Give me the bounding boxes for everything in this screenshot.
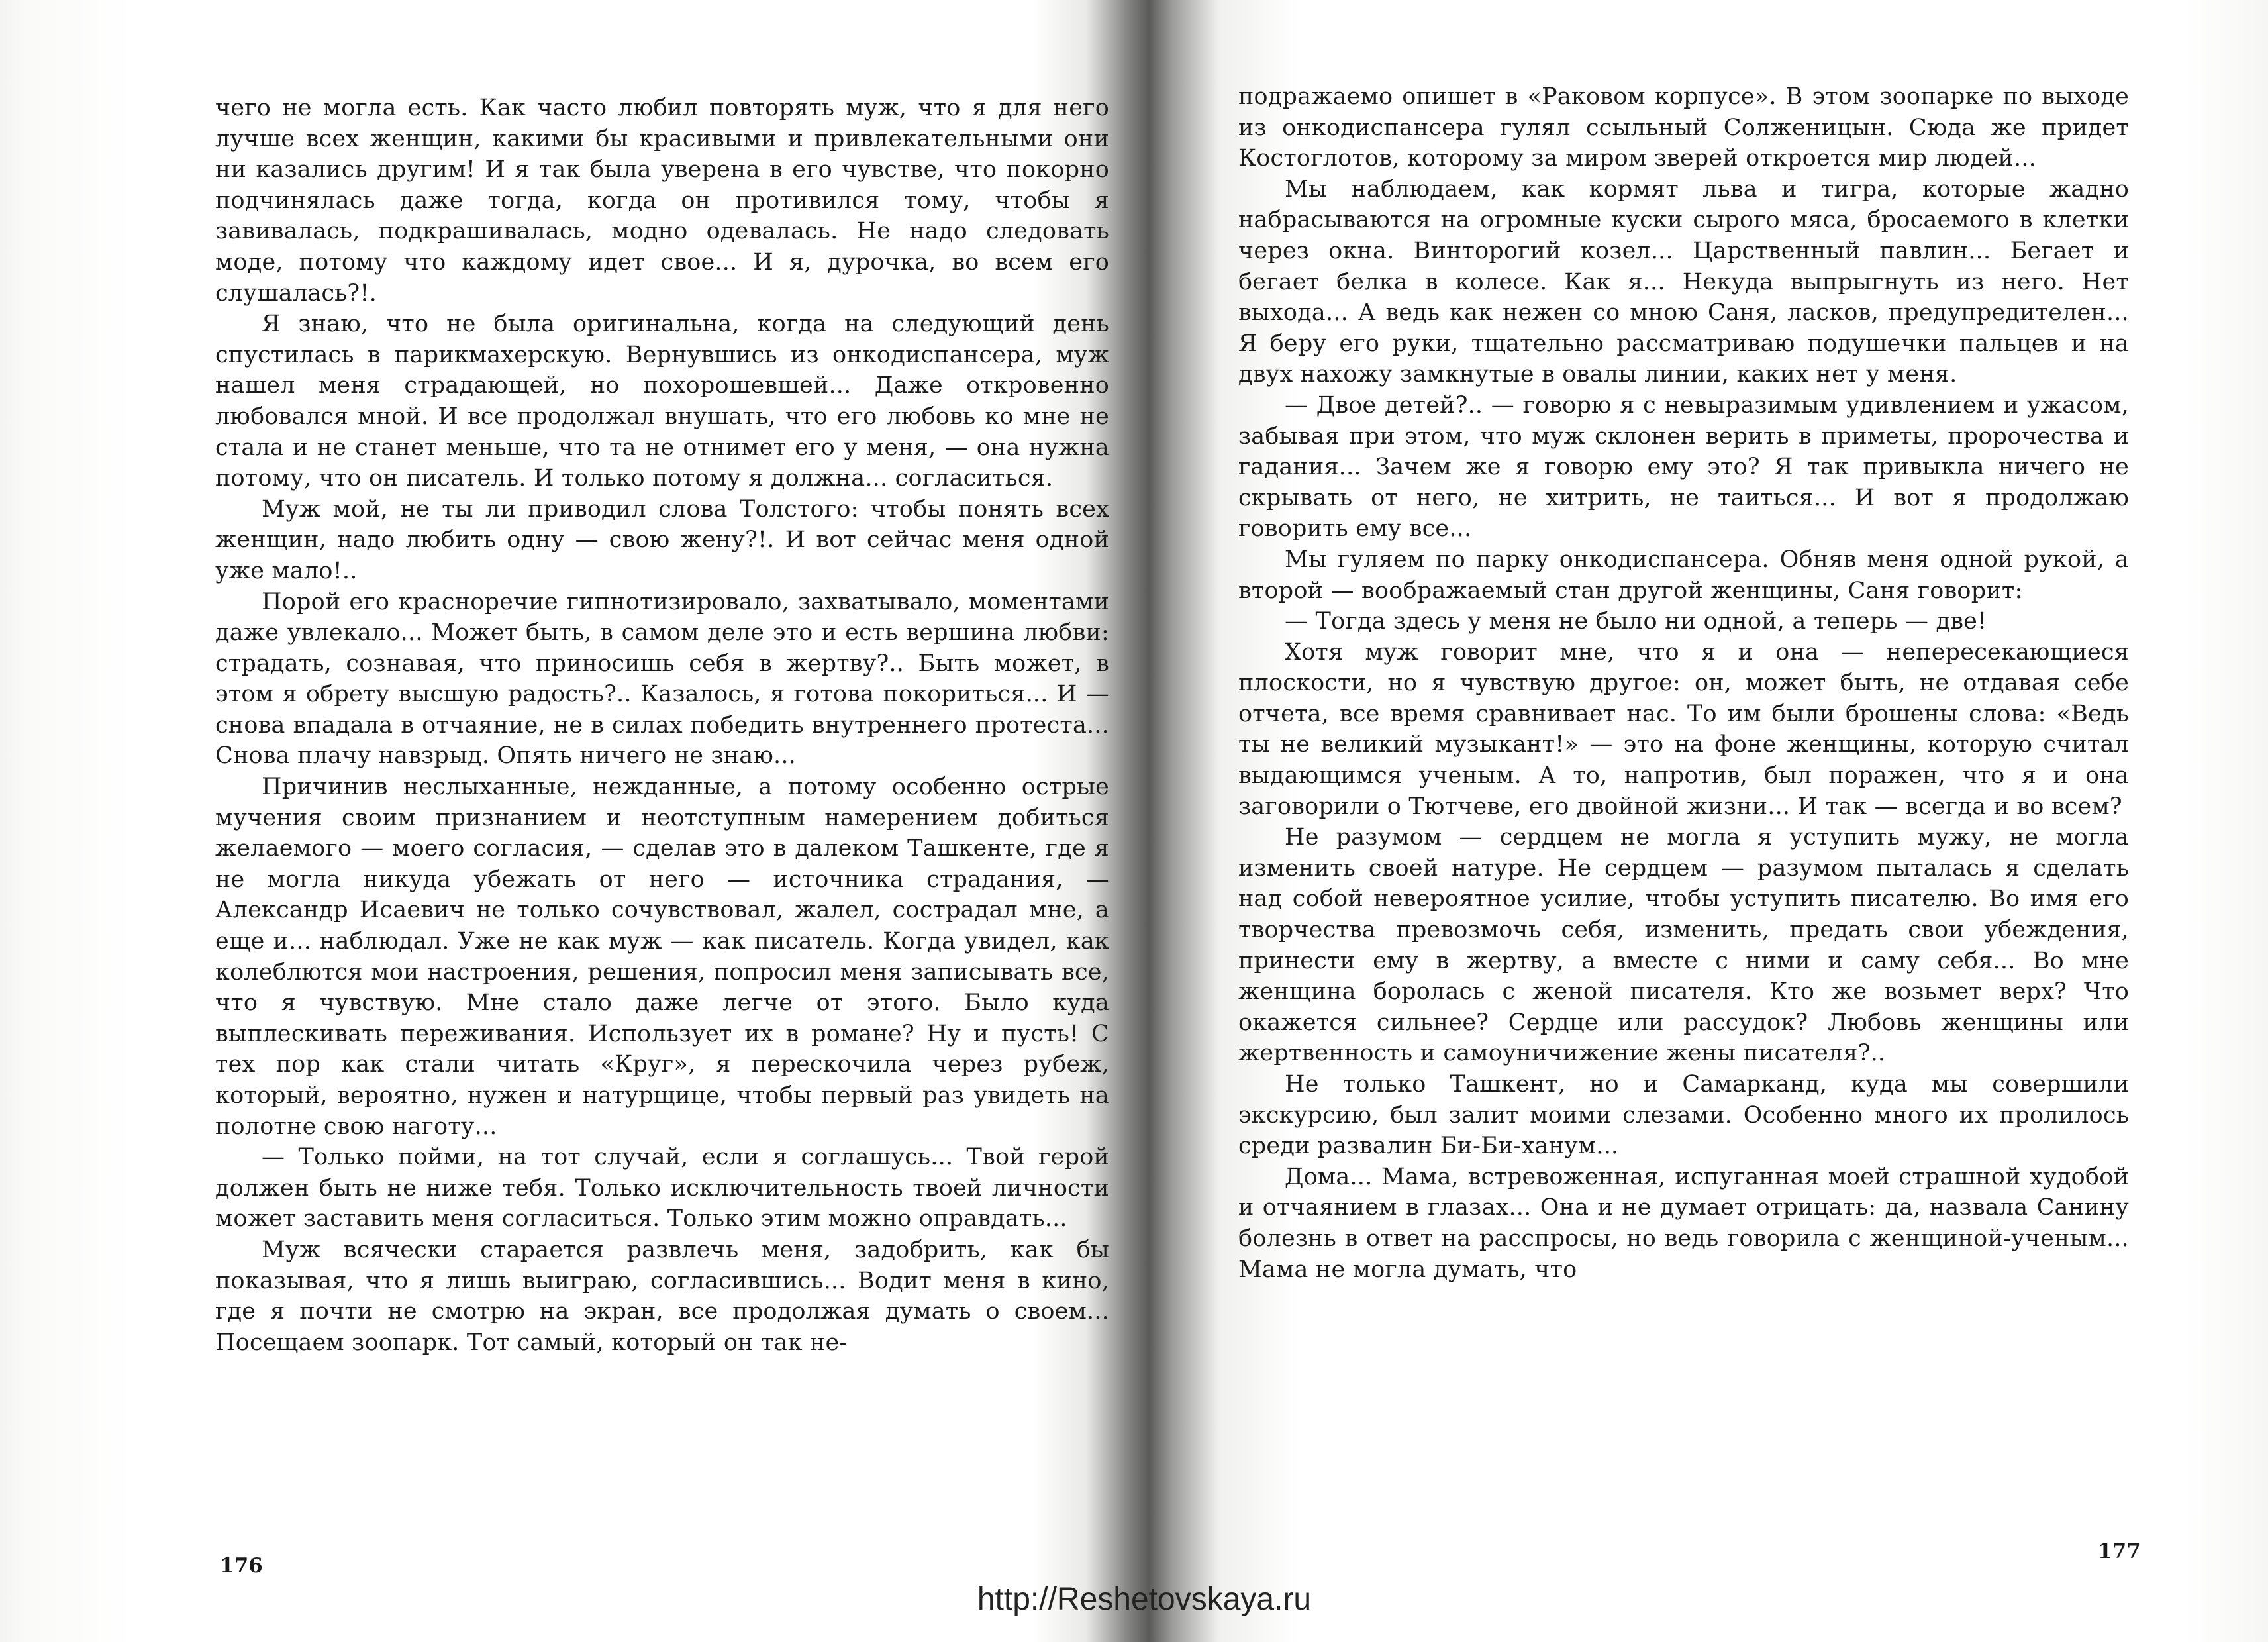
paragraph: — Только пойми, на тот случай, если я соглашусь... Твой герой должен быть не ниже тебя. Только исключительность твоей личности может заставить меня согласиться. Только этим можно оправдать... xyxy=(215,1144,1109,1233)
page-number-left: 176 xyxy=(220,1554,263,1578)
paragraph: Дома... Мама, встревоженная, испуганная моей страшной худобой и отчаянием в глазах... Она и не думает отрицать: да, назвала Санину болезнь в ответ на расспросы, но ведь говорила с женщиной-ученым... Мама не могла думать, что xyxy=(1238,1163,2129,1283)
page-number-right: 177 xyxy=(2098,1539,2141,1563)
right-page-text xyxy=(1238,81,2129,1285)
paragraph: чего не могла есть. Как часто любил повторять муж, что я для него лучше всех женщин, какими бы красивыми и привлекательными они ни казались другим! И я так была уверена в его чувстве, что покорно подчинялась даже тогда, когда он противился тому, чтобы я завивалась, подкрашивалась, модно одевалась. Не надо следовать моде, потому что каждому идет свое... И я, дурочка, во всем его слушалась?!. xyxy=(215,95,1109,307)
paragraph: Муж всячески старается развлечь меня, задобрить, как бы показывая, что я лишь выиграю, согласившись... Водит меня в кино, где я почти не смотрю на экран, все продолжая думать о своем... Посещаем зоопарк. Тот самый, который он так не- xyxy=(215,1236,1109,1356)
paragraph: — Тогда здесь у меня не было ни одной, а теперь — две! xyxy=(1285,608,1987,635)
paragraph: Я знаю, что не была оригинальна, когда на следующий день спустилась в парикмахерскую. Вернувшись из онкодиспансера, муж нашел меня страдающей, но похорошевшей... Даже откровенно любовался мной. И все продолжал внушать, что его любовь ко мне не стала и не станет меньше, что та не отнимет его у меня, — она нужна потому, что он писатель. И только потому я должна... согласиться. xyxy=(215,311,1109,492)
paragraph: Хотя муж говорит мне, что я и она — непересекающиеся плоскости, но я чувствую другое: он, может быть, не отдавая себе отчета, все время сравнивает нас. То им были брошены слова: «Ведь ты не великий музыкант!» — это на фоне женщины, которую считал выдающимся ученым. А то, напротив, был поражен, что я и она заговорили о Тютчеве, его двойной жизни... И так — всегда и во всем? xyxy=(1238,639,2129,820)
paragraph: Не только Ташкент, но и Самарканд, куда мы совершили экскурсию, был залит моими слезами. Особенно много их пролилось среди развалин Би-Би-ханум... xyxy=(1238,1071,2129,1160)
left-page-text xyxy=(215,93,1109,1358)
paragraph: Муж мой, не ты ли приводил слова Толстого: чтобы понять всех женщин, надо любить одну — свою жену?!. И вот сейчас меня одной уже мало!.. xyxy=(215,495,1109,584)
source-url-watermark: http://Reshetovskaya.ru xyxy=(977,1582,1312,1617)
paragraph: подражаемо опишет в «Раковом корпусе». В этом зоопарке по выходе из онкодиспансера гулял ссыльный Солженицын. Сюда же придет Костоглотов, которому за миром зверей откроется мир людей... xyxy=(1238,83,2129,172)
right-page xyxy=(1149,0,2268,1642)
paragraph: Порой его красноречие гипнотизировало, захватывало, моментами даже увлекало... Может быть, в самом деле это и есть вершина любви: страдать, сознавая, что приносишь себя в жертву?.. Быть может, в этом я обрету высшую радость?.. Казалось, я готова покориться... И — снова впадала в отчаяние, не в силах победить внутреннего протеста... Снова плачу навзрыд. Опять ничего не знаю... xyxy=(215,588,1109,770)
paragraph: Мы гуляем по парку онкодиспансера. Обняв меня одной рукой, а второй — воображаемый стан другой женщины, Саня говорит: xyxy=(1238,546,2129,604)
paragraph: Мы наблюдаем, как кормят льва и тигра, которые жадно набрасываются на огромные куски сырого мяса, бросаемого в клетки через окна. Винторогий козел... Царственный павлин... Бегает и бегает белка в колесе. Как я... Некуда выпрыгнуть из него. Нет выхода... А ведь как нежен со мною Саня, ласков, предупредителен... Я беру его руки, тщательно рассматриваю подушечки пальцев и на двух нахожу замкнутые в овалы линии, каких нет у меня. xyxy=(1238,176,2129,388)
paragraph: Не разумом — сердцем не могла я уступить мужу, не могла изменить своей натуре. Не сердцем — разумом пыталась я сделать над собой невероятное усилие, чтобы уступить писателю. Во имя его творчества превозмочь себя, изменить, предать свои убеждения, принести ему в жертву, а вместе с ними и саму себя... Во мне женщина боролась с женой писателя. Кто же возьмет верх? Что окажется сильнее? Сердце или рассудок? Любовь женщины или жертвенность и самоуничижение жены писателя?.. xyxy=(1238,824,2129,1067)
paragraph: — Двое детей?.. — говорю я с невыразимым удивлением и ужасом, забывая при этом, что муж склонен верить в приметы, пророчества и гадания... Зачем же я говорю ему это? Я так привыкла ничего не скрывать от него, не хитрить, не таиться... И вот я продолжаю говорить ему все... xyxy=(1238,391,2129,542)
paragraph: Причинив неслыханные, нежданные, а потому особенно острые мучения своим признанием и неотступным намерением добиться желаемого — моего согласия, — сделав это в далеком Ташкенте, где я не могла никуда убежать от него — источника страдания, — Александр Исаевич не только сочувствовал, жалел, сострадал мне, а еще и... наблюдал. Уже не как муж — как писатель. Когда увидел, как колеблются мои настроения, решения, попросил меня записывать все, что я чувствую. Мне стало даже легче от этого. Было куда выплескивать переживания. Использует их в романе? Ну и пусть! С тех пор как стали читать «Круг», я перескочила через рубеж, который, вероятно, нужен и натурщице, чтобы первый раз увидеть на полотне свою наготу... xyxy=(215,774,1109,1140)
